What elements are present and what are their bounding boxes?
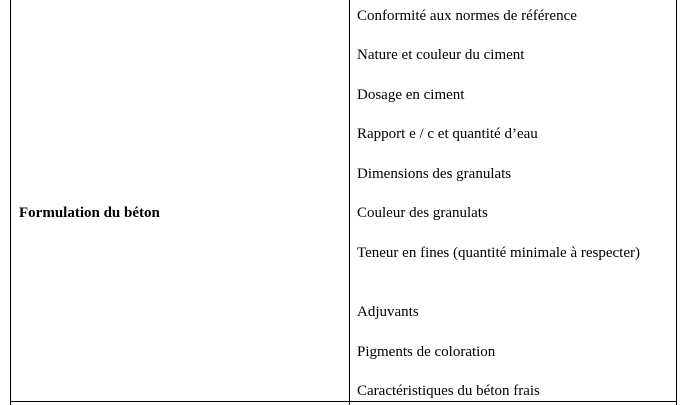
- list-item: Couleur des granulats: [357, 205, 488, 221]
- row-header-formulation: Formulation du béton: [19, 205, 160, 221]
- table-bottom-border: [10, 401, 677, 402]
- column-divider: [349, 0, 350, 405]
- list-item: Caractéristiques du béton frais: [357, 383, 540, 399]
- list-item: Teneur en fines (quantité minimale à respecter): [357, 245, 640, 261]
- list-item: Rapport e / c et quantité d’eau: [357, 126, 538, 142]
- list-item: Dosage en ciment: [357, 87, 465, 103]
- list-item: Nature et couleur du ciment: [357, 47, 525, 63]
- list-item: Dimensions des granulats: [357, 166, 512, 182]
- list-item: Conformité aux normes de référence: [357, 8, 577, 24]
- list-item: Pigments de coloration: [357, 344, 496, 360]
- list-item: Adjuvants: [357, 304, 419, 320]
